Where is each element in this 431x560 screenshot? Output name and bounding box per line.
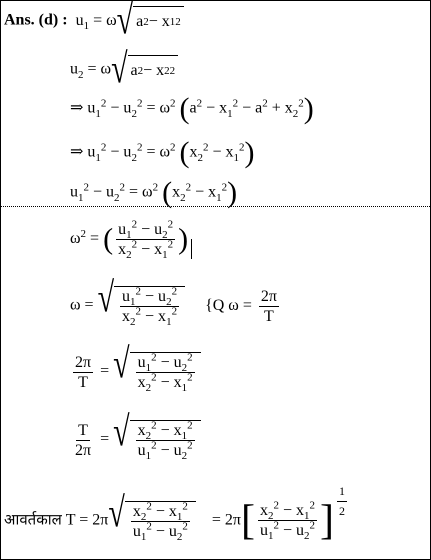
eq-u2: $u_2 = \omega$ √ a 2 − x 2 2 (70, 55, 178, 85)
eq-omega: ω = √ $\frac{u_1^2 - u_2^2}{x_2^2 - x_1^2}$ {Q ω = $\frac{2\pi}{T}$ (70, 286, 282, 326)
eq-diff-1: ⇒ $u_1^2 - u_2^2 = \omega^2$ $(a^2 - x_1^2 - a^2 + x_2^2)$ (70, 92, 314, 125)
sqrt: √ a 2 − x 1 2 (117, 6, 184, 36)
eq-t-over-2pi: $\frac{T}{2\pi}$ = √ $\frac{x_2^2 - x_1^2}{u_1^2 - u_2^2}$ (70, 420, 201, 460)
because-note: {Q ω = $\frac{2\pi}{T}$ (205, 287, 277, 325)
answer-label: Ans. (d) : (4, 11, 68, 29)
eq-omega-sq: $\omega^2$ = ( $\frac{u_1^2 - u_2^2}{x_2^2 - x_1^2}$ ) (70, 220, 192, 259)
text-cursor (191, 239, 192, 259)
eq-diff-2: ⇒ $u_1^2 - u_2^2 = \omega^2$ $(x_2^2 - x_1^2)$ (70, 136, 255, 169)
eq-diff-3: $u_1^2 - u_2^2 = \omega^2$ $(x_2^2 - x_1^2)$ (70, 176, 238, 209)
eq-2pi-over-t: $\frac{2\pi}{T}$ = √ $\frac{u_1^2 - u_2^2}{x_2^2 - x_1^2}$ (70, 352, 201, 392)
period-label: आवर्तकाल (4, 510, 62, 529)
eq-period: आवर्तकाल T = 2π √ $\frac{x_2^2 - x_1^2}{u_1^2 - u_2^2}$ = 2π[ $\frac{x_2^2 - x_1^2}{u_1^2 - u_2^2}$ ] $^{\frac{1}{2}}$ (4, 484, 346, 544)
eq-u1: Ans. (d) : $u_1 = \omega$ √ a 2 − x 1 2 (4, 6, 184, 36)
